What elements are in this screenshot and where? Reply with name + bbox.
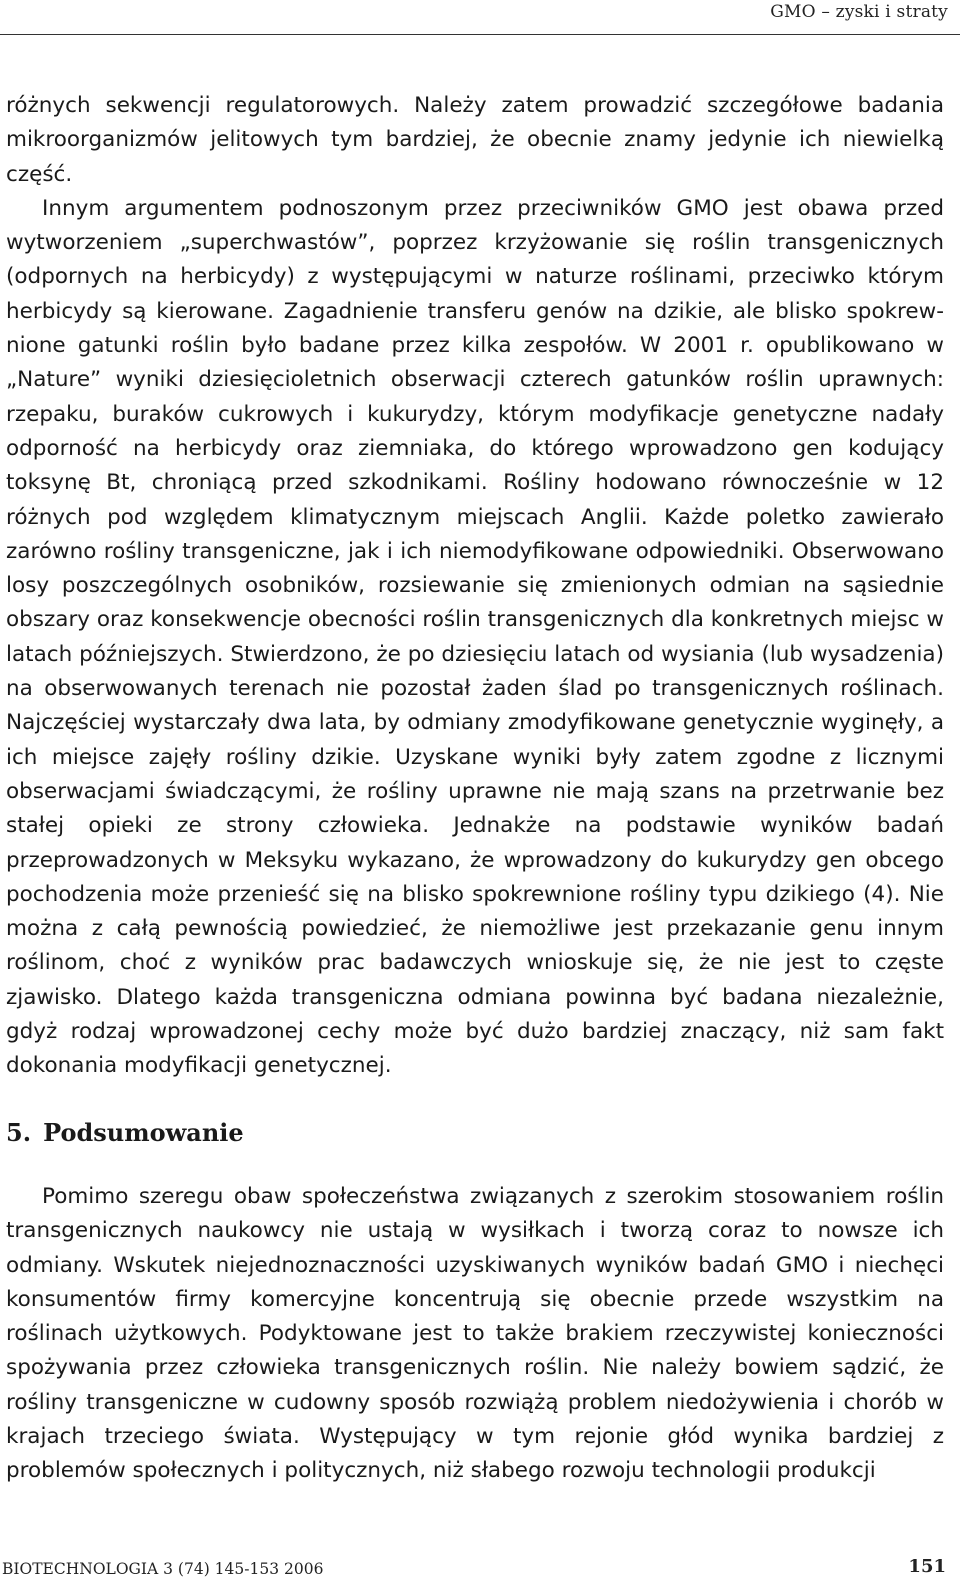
paragraph: Pomimo szeregu obaw społeczeństwa związanych z szerokim stosowaniem roślin transgenicznych naukowcy nie ustają w wysiłkach i tworzą coraz to nowsze ich odmiany. Wskutek niejednoznaczności uzyskiwanych wyników badań GMO i niechęci konsumentów firmy komercyjne koncentrują się obecnie przede wszystkim na roślinach użytkowych. Podyktowane jest to także brakiem rzeczywistej konieczności spożywania przez człowieka transgenicznych roślin. Nie należy bowiem sądzić, że rośliny transgeniczne w cudowny sposób rozwiążą problem niedożywienia i chorób w krajach trzeciego świata. Występujący w tym rejonie głód wynika bardziej z problemów społecznych i politycznych, niż słabego rozwoju technologii produkcji — [6, 1184, 944, 1484]
body-text — [6, 89, 944, 1084]
journal-citation: BIOTECHNOLOGIA 3 (74) 145-153 2006 — [2, 1560, 324, 1578]
section-body — [6, 1180, 944, 1489]
page-number: 151 — [908, 1556, 946, 1577]
paragraph: Innym argumentem podnoszonym przez przeciwników GMO jest obawa przed wytworzeniem „superchwastów”, poprzez krzyżowanie się roślin transgenicznych (odpornych na herbicydy) z występującymi w naturze roślinami, przeciwko którym herbicydy są kierowane. Zagadnienie transferu genów na dzikie, ale blisko spokrewnione gatunki roślin było badane przez kilka zespołów. W 2001 r. opublikowano w „Nature” wyniki dziesięcioletnich obserwacji czterech gatunków roślin uprawnych: rzepaku, buraków cukrowych i kukurydzy, którym modyfikacje genetyczne nadały odporność na herbicydy oraz ziemniaka, do którego wprowadzono gen kodujący toksynę Bt, chroniącą przed szkodnikami. Rośliny hodowano równocześnie w 12 różnych pod względem klimatycznym miejscach Anglii. Każde poletko zawierało zarówno rośliny transgeniczne, jak i ich niemodyfikowane odpowiedniki. Obserwowano losy poszczególnych osobników, rozsiewanie się zmienionych odmian na sąsiednie obszary oraz konsekwencje obecności roślin transgenicznych dla konkretnych miejsc w latach późniejszych. Stwierdzono, że po dziesięciu latach od wysiania (lub wysadzenia) na obserwowanych terenach nie pozostał żaden ślad po transgenicznych roślinach. Najczęściej wystarczały dwa lata, by odmiany zmodyfikowane genetycznie wyginęły, a ich miejsce zajęły rośliny dzikie. Uzyskane wyniki były zatem zgodne z licznymi obserwacjami świadczącymi, że rośliny uprawne nie mają szans na przetrwanie bez stałej opieki ze strony człowieka. Jednakże na podstawie wyników badań przeprowadzonych w Meksyku wykazano, że wprowadzony do kukurydzy gen obcego pochodzenia może przenieść się na blisko spokrewnione rośliny typu dzikiego (4). Nie można z całą pewnością powiedzieć, że niemożliwe jest przekazanie genu innym roślinom, choć z wyników prac badawczych wnioskuje się, że nie jest to częste zjawisko. Dlatego każda transgeniczna odmiana powinna być badana niezależnie, gdyż rodzaj wprowadzonej cechy może być dużo bardziej znaczący, niż sam fakt dokonania modyfikacji genetycznej. — [6, 195, 944, 1079]
paragraph: różnych sekwencji regulatorowych. Należy zatem prowadzić szczegółowe badania mikroorganizmów jelitowych tym bardziej, że obecnie znamy jedynie ich niewielką część. — [6, 93, 944, 187]
section-number: 5. — [6, 1118, 32, 1147]
header-rule — [0, 34, 960, 35]
section-heading — [6, 1118, 244, 1147]
section-title: Podsumowanie — [43, 1118, 244, 1147]
running-head: GMO – zyski i straty — [770, 2, 948, 22]
